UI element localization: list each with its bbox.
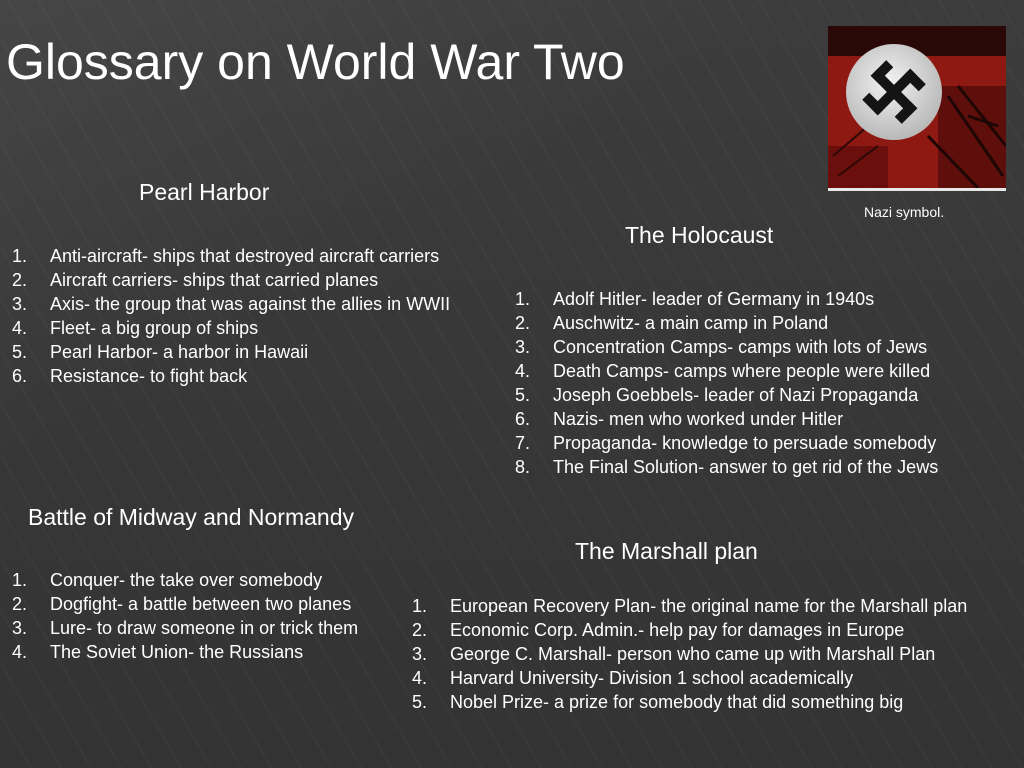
swastika-flag-icon bbox=[828, 26, 1006, 188]
list-item bbox=[12, 244, 450, 268]
list-item-number: 8. bbox=[515, 457, 531, 477]
pearl-harbor-list bbox=[12, 244, 450, 388]
list-item-text: The Final Solution- answer to get rid of the Jews bbox=[553, 457, 939, 477]
list-item bbox=[12, 340, 450, 364]
list-item-number: 1. bbox=[12, 570, 28, 590]
list-item-text: Resistance- to fight back bbox=[50, 366, 248, 386]
list-item-text: Dogfight- a battle between two planes bbox=[50, 594, 352, 614]
page-title: Glossary on World War Two bbox=[6, 34, 625, 90]
list-item-text: Fleet- a big group of ships bbox=[50, 318, 259, 338]
list-item bbox=[412, 642, 967, 666]
list-item-text: Adolf Hitler- leader of Germany in 1940s bbox=[553, 289, 875, 309]
list-item-number: 2. bbox=[12, 270, 28, 290]
list-item-text: Auschwitz- a main camp in Poland bbox=[553, 313, 829, 333]
list-item-number: 2. bbox=[12, 594, 28, 614]
list-item-number: 3. bbox=[412, 644, 428, 664]
holocaust-list bbox=[515, 287, 938, 479]
list-item-number: 3. bbox=[515, 337, 531, 357]
list-item-text: Axis- the group that was against the allies in WWII bbox=[50, 294, 451, 314]
midway-normandy-heading: Battle of Midway and Normandy bbox=[28, 504, 354, 530]
image-caption: Nazi symbol. bbox=[864, 204, 945, 220]
list-item bbox=[515, 359, 938, 383]
list-item-text: Joseph Goebbels- leader of Nazi Propaganda bbox=[553, 385, 919, 405]
list-item-text: Economic Corp. Admin.- help pay for damages in Europe bbox=[450, 620, 905, 640]
list-item-text: Aircraft carriers- ships that carried planes bbox=[50, 270, 379, 290]
list-item bbox=[515, 431, 938, 455]
list-item bbox=[412, 690, 967, 714]
list-item-text: Lure- to draw someone in or trick them bbox=[50, 618, 359, 638]
list-item bbox=[12, 592, 358, 616]
list-item-text: Propaganda- knowledge to persuade somebody bbox=[553, 433, 937, 453]
list-item-text: Harvard University- Division 1 school academically bbox=[450, 668, 854, 688]
list-item-number: 4. bbox=[515, 361, 531, 381]
list-item-text: George C. Marshall- person who came up with Marshall Plan bbox=[450, 644, 936, 664]
list-item-text: Nazis- men who worked under Hitler bbox=[553, 409, 844, 429]
list-item bbox=[12, 364, 450, 388]
list-item-text: Pearl Harbor- a harbor in Hawaii bbox=[50, 342, 309, 362]
list-item bbox=[12, 292, 450, 316]
marshall-plan-heading: The Marshall plan bbox=[575, 538, 758, 564]
list-item-number: 3. bbox=[12, 294, 28, 314]
list-item bbox=[515, 455, 938, 479]
midway-normandy-list bbox=[12, 568, 358, 664]
list-item-text: European Recovery Plan- the original name for the Marshall plan bbox=[450, 596, 968, 616]
list-item-text: Conquer- the take over somebody bbox=[50, 570, 323, 590]
list-item-number: 7. bbox=[515, 433, 531, 453]
list-item-number: 6. bbox=[12, 366, 28, 386]
nazi-flag-image bbox=[828, 26, 1006, 191]
list-item-number: 3. bbox=[12, 618, 28, 638]
list-item-number: 1. bbox=[12, 246, 28, 266]
list-item-text: The Soviet Union- the Russians bbox=[50, 642, 304, 662]
list-item-number: 1. bbox=[412, 596, 428, 616]
list-item-text: Concentration Camps- camps with lots of Jews bbox=[553, 337, 928, 357]
list-item-number: 5. bbox=[12, 342, 28, 362]
list-item-number: 2. bbox=[412, 620, 428, 640]
list-item-number: 2. bbox=[515, 313, 531, 333]
list-item bbox=[515, 407, 938, 431]
list-item bbox=[412, 666, 967, 690]
marshall-plan-list bbox=[412, 594, 967, 714]
list-item bbox=[515, 311, 938, 335]
list-item-number: 5. bbox=[515, 385, 531, 405]
list-item bbox=[12, 616, 358, 640]
pearl-harbor-heading: Pearl Harbor bbox=[139, 179, 270, 205]
list-item bbox=[515, 383, 938, 407]
list-item-text: Death Camps- camps where people were killed bbox=[553, 361, 931, 381]
list-item-number: 5. bbox=[412, 692, 428, 712]
list-item-number: 4. bbox=[12, 318, 28, 338]
list-item-text: Anti-aircraft- ships that destroyed aircraft carriers bbox=[50, 246, 440, 266]
list-item bbox=[515, 287, 938, 311]
list-item-text: Nobel Prize- a prize for somebody that did something big bbox=[450, 692, 904, 712]
list-item-number: 6. bbox=[515, 409, 531, 429]
list-item bbox=[12, 568, 358, 592]
list-item-number: 4. bbox=[412, 668, 428, 688]
list-item bbox=[515, 335, 938, 359]
list-item-number: 4. bbox=[12, 642, 28, 662]
list-item bbox=[12, 268, 450, 292]
list-item-number: 1. bbox=[515, 289, 531, 309]
list-item bbox=[12, 316, 450, 340]
list-item bbox=[412, 594, 967, 618]
list-item bbox=[12, 640, 358, 664]
list-item bbox=[412, 618, 967, 642]
holocaust-heading: The Holocaust bbox=[625, 222, 774, 248]
